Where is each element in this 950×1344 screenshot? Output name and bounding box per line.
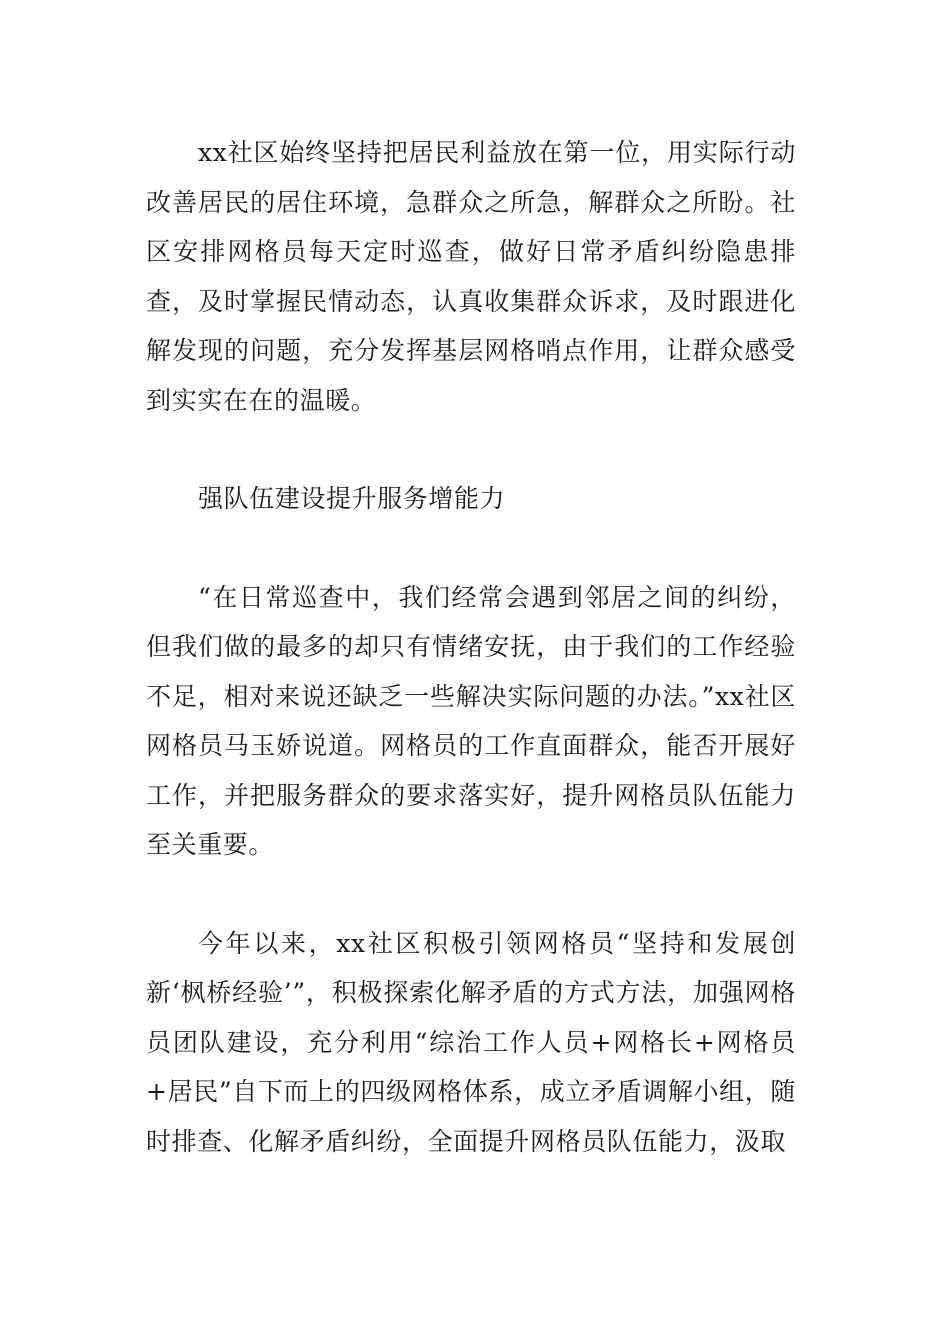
paragraph-grid-team: 今年以来，xx社区积极引领网格员“坚持和发展创新‘枫桥经验’”，积极探索化解矛盾的方式方法，加强网格员团队建设，充分利用“综治工作人员+网格长+网格员+居民”自下而上的四级网格体系，成立矛盾调解小组，随时排查、化解矛盾纠纷，全面提升网格员队伍能力，汲取	[146, 928, 796, 1156]
section-heading: 强队伍建设提升服务增能力	[198, 484, 506, 513]
paragraph-community-service: xx社区始终坚持把居民利益放在第一位，用实际行动改善居民的居住环境，急群众之所急，解群众之所盼。社区安排网格员每天定时巡查，做好日常矛盾纠纷隐患排查，及时掌握民情动态，认真收集群众诉求，及时跟进化解发现的问题，充分发挥基层网格哨点作用，让群众感受到实实在在的温暖。	[146, 138, 796, 415]
paragraph-quote: “在日常巡查中，我们经常会遇到邻居之间的纠纷，但我们做的最多的却只有情绪安抚，由于我们的工作经验不足，相对来说还缺乏一些解决实际问题的办法。”xx社区网格员马玉娇说道。网格员的工作直面群众，能否开展好工作，并把服务群众的要求落实好，提升网格员队伍能力至关重要。	[146, 582, 796, 859]
document-page	[146, 128, 796, 1215]
